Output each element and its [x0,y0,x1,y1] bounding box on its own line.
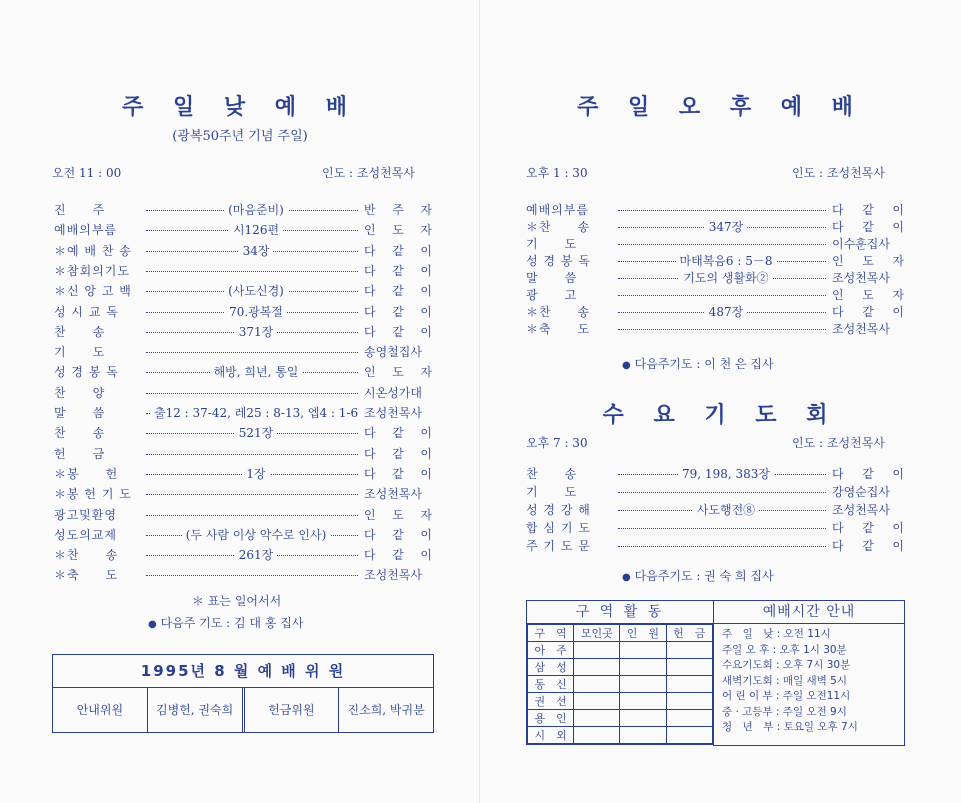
wednesday-time: 오후 7 : 30 [526,436,588,450]
worship-committee-box [52,654,434,733]
order-item-label: 기 도 [54,345,106,360]
order-item-detail [146,220,366,240]
order-item-person: 인 도 자 [832,288,904,302]
sunday-morning-leader: 인도 : 조성천목사 [322,166,415,180]
order-row [526,319,904,339]
order-item-detail-text: 사도행전⑧ [693,503,759,517]
order-row [54,505,432,525]
order-item-label: 예배의부름 [54,223,117,238]
order-row [54,241,432,261]
order-item-label: 성 시 교 독 [54,304,119,319]
sunday-next-prayer [148,614,303,631]
leader-dots [146,271,358,272]
order-item-detail-text: 1장 [242,467,269,481]
district-name: 동 신 [528,676,574,693]
order-item-label: 말 씀 [54,406,106,420]
order-item-person: 송영철집사 [364,345,422,360]
service-times-title: 예배시간 안내 [714,601,904,624]
leader-dots [618,295,826,296]
order-item-person: 다 같 이 [364,446,432,461]
order-item-detail-text: 해방, 희년, 통일 [210,365,303,379]
order-row [54,362,432,382]
order-item-label: ＊신 앙 고 백 [54,284,132,299]
district-header: 헌 금 [666,625,712,642]
order-item-label: ＊예 배 찬 송 [54,243,132,258]
sunday-afternoon-leader: 인도 : 조성천목사 [792,166,885,180]
committee-cell: 진소희, 박귀분 [347,703,425,717]
sunday-morning-subtitle: (광복50주년 기념 주일) [172,129,308,144]
bullet-icon: ● [148,619,157,630]
order-item-detail [618,464,834,484]
order-item-detail-text: (두 사람 이상 악수로 인사) [182,528,331,542]
order-item-detail [146,464,366,484]
order-item-label: 찬 양 [54,385,106,400]
order-item-label: 주 기 도 문 [526,539,591,553]
leader-dots [146,393,358,394]
sunday-next-prayer-text: 다음주 기도 : 김 대 홍 집사 [160,616,304,630]
order-item-label: 찬 송 [526,467,578,481]
order-item-detail-text: (사도신경) [224,284,288,298]
order-row [54,383,432,403]
order-item-person: 조성천목사 [364,568,422,583]
order-item-person: 다 같 이 [364,527,432,542]
order-item-label: ＊찬 송 [526,220,591,234]
district-name: 아 주 [528,642,574,659]
service-time-line: 청 년 부 : 토요일 오후 7시 [722,721,858,733]
committee-cell: 안내위원 [53,688,148,732]
district-table [527,624,713,744]
order-item-person: 인 도 자 [364,223,432,238]
district-name: 시 외 [528,727,574,744]
order-item-detail [146,403,366,423]
order-row [54,565,432,585]
order-item-label: 합 심 기 도 [526,521,591,535]
order-item-person: 인 도 자 [364,365,432,380]
order-item-detail-text: 521장 [235,426,278,440]
left-page [0,0,480,803]
leader-dots [146,494,358,495]
order-item-person: 인 도 자 [364,507,432,522]
order-item-label: ＊봉 헌 기 도 [54,487,132,502]
sunday-afternoon-title: 주 일 오 후 예 배 [577,94,864,120]
order-item-detail-text: 347장 [705,220,748,234]
order-item-label: ＊참회의기도 [54,263,130,278]
order-item-detail-text: 시126편 [229,223,283,237]
order-row [54,281,432,301]
wednesday-title: 수 요 기 도 회 [602,402,839,428]
order-row [526,482,904,502]
order-item-person: 이수훈집사 [832,237,890,251]
order-item-detail [618,500,834,520]
service-time-line: 중 · 고등부 : 주일 오전 9시 [722,705,847,718]
district-name: 용 인 [528,710,574,727]
order-row [54,464,432,484]
order-row [54,545,432,565]
order-item-label: ＊찬 송 [54,548,119,563]
order-item-detail [146,423,366,443]
order-item-label: 진 주 [54,203,106,217]
order-item-detail [146,200,366,220]
leader-dots [146,575,358,576]
district-activity-box [526,600,714,745]
order-item-label: 성 경 봉 독 [526,254,591,268]
leader-dots [618,528,826,529]
leader-dots [618,492,826,493]
order-item-person: 다 같 이 [364,243,432,258]
bullet-icon: ● [622,572,631,583]
order-item-label: 찬 송 [54,324,106,339]
order-item-label: ＊봉 헌 [54,466,119,481]
order-item-person: 다 같 이 [364,263,432,278]
order-item-person: 반 주 자 [364,203,432,217]
order-item-detail [146,525,366,545]
leader-dots [146,515,358,516]
leader-dots [618,244,826,245]
order-item-detail [146,302,366,322]
order-row [526,518,904,538]
order-item-label: 성도의교제 [54,527,117,542]
service-time-line: 수요기도회 : 오후 7시 30분 [722,659,851,671]
district-name: 삼 성 [528,659,574,676]
order-item-detail [146,322,366,342]
order-row [54,484,432,504]
sunday-afternoon-time: 오후 1 : 30 [526,166,588,180]
committee-cell: 헌금위원 [245,688,340,732]
order-item-detail-text: 출12 : 37-42, 레25 : 8-13, 엡4 : 1-6 [150,406,362,420]
order-item-person: 다 같 이 [364,466,432,481]
order-item-label: 성 경 강 해 [526,503,591,517]
committee-title: 1995년 8 월 예 배 위 원 [53,655,433,688]
order-item-label: 광고및환영 [54,507,117,522]
order-row [54,525,432,545]
order-item-label: 성 경 봉 독 [54,365,119,380]
order-item-label: 찬 송 [54,426,106,441]
order-item-person: 다 같 이 [364,426,432,441]
order-item-person: 다 같 이 [832,305,904,319]
order-item-person: 다 같 이 [364,324,432,339]
service-times-box [713,600,905,746]
order-item-detail-text: 371장 [235,325,278,339]
wednesday-next-prayer-text: 다음주기도 : 권 숙 희 집사 [634,569,774,583]
leader-dots [618,329,826,330]
order-row [526,464,904,484]
leader-dots [146,352,358,353]
order-item-person: 다 같 이 [832,521,904,535]
leader-dots [618,546,826,547]
order-item-person: 조성천목사 [832,271,890,285]
order-item-label: 헌 금 [54,446,106,461]
order-item-label: 예배의부름 [526,203,589,217]
order-item-label: ＊찬 송 [526,305,591,319]
order-item-label: 광 고 [526,288,578,302]
order-row [54,322,432,342]
leader-dots [618,210,826,211]
district-header: 구 역 [528,625,574,642]
order-row [54,302,432,322]
service-time-line: 주일 오 후 : 오후 1시 30분 [722,643,847,656]
order-item-person: 다 같 이 [832,220,904,234]
order-row [54,423,432,443]
order-item-detail [146,362,366,382]
order-item-detail-text: 261장 [235,548,278,562]
order-item-person: 다 같 이 [364,548,432,563]
order-row [54,342,432,362]
order-item-person: 강영순집사 [832,485,890,499]
order-item-label: 기 도 [526,237,578,251]
order-item-detail-text: 487장 [705,305,748,319]
order-item-person: 조성천목사 [832,322,890,336]
service-time-line: 어 린 이 부 : 주일 오전11시 [722,690,851,702]
order-row [54,444,432,464]
order-item-detail-text: 마태복음6 : 5－8 [676,254,777,268]
order-item-person: 다 같 이 [364,304,432,319]
wednesday-next-prayer [622,567,774,584]
bullet-icon: ● [622,360,631,371]
wednesday-leader: 인도 : 조성천목사 [792,436,885,450]
district-header: 모인곳 [574,625,620,642]
order-item-detail-text: 기도의 생활화② [679,271,772,285]
sunday-morning-time: 오전 11 : 00 [52,166,122,180]
order-item-label: ＊축 도 [54,568,119,583]
order-item-label: 말 씀 [526,271,578,285]
order-item-detail-text: 70.광복절 [225,305,287,319]
district-title: 구 역 활 동 [527,601,713,624]
order-item-detail [146,241,366,261]
order-item-detail-text: 79, 198, 383장 [678,467,774,481]
order-item-detail-text: (마음준비) [224,203,288,217]
order-item-person: 다 같 이 [832,203,904,217]
standing-note: ＊ 표는 일어서서 [192,594,282,608]
service-time-line: 새벽기도회 : 매일 새벽 5시 [722,674,847,687]
order-item-label: ＊축 도 [526,322,591,336]
committee-cell: 김병헌, 권숙희 [148,688,245,732]
order-item-person: 인 도 자 [832,254,904,268]
order-item-person: 시온성가대 [364,385,422,400]
order-item-person: 다 같 이 [832,539,904,553]
afternoon-next-prayer [622,355,774,372]
order-row [526,536,904,556]
order-item-person: 조성천목사 [832,503,890,517]
service-time-line: 주 일 낮 : 오전 11시 [722,628,831,640]
order-item-detail [146,281,366,301]
order-item-detail-text: 34장 [239,244,274,258]
order-item-person: 조성천목사 [364,406,422,420]
district-name: 권 선 [528,693,574,710]
order-row [54,261,432,281]
leader-dots [146,454,358,455]
order-item-label: 기 도 [526,485,578,499]
order-item-person: 다 같 이 [364,284,432,299]
order-item-person: 다 같 이 [832,467,904,481]
order-row [526,500,904,520]
order-item-detail [146,545,366,565]
district-header: 인 원 [620,625,666,642]
afternoon-next-prayer-text: 다음주기도 : 이 천 은 집사 [634,357,774,371]
sunday-morning-title: 주 일 낮 예 배 [122,94,358,120]
order-item-person: 조성천목사 [364,487,422,502]
order-row [54,200,432,220]
order-row [54,220,432,240]
order-row [54,403,432,423]
